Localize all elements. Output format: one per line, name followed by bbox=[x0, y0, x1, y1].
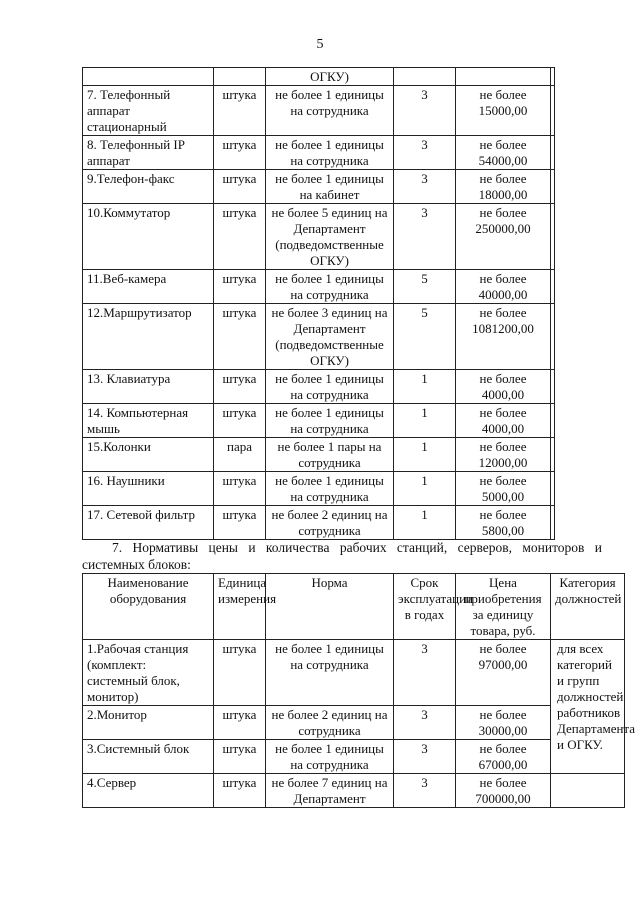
equipment-table-continued bbox=[82, 67, 555, 540]
name-cell: 8. Телефонный IP аппарат bbox=[83, 136, 214, 170]
extra-cell bbox=[551, 204, 555, 270]
workstation-table bbox=[82, 573, 636, 808]
norm-cell: не более 1 единицы на сотрудника bbox=[266, 136, 394, 170]
extra-cell bbox=[551, 304, 555, 370]
term-cell: 3 bbox=[394, 740, 456, 774]
unit-cell: штука bbox=[214, 86, 266, 136]
page-number: 5 bbox=[316, 37, 324, 52]
norm-cell: не более 1 единицы на сотрудника bbox=[266, 740, 394, 774]
name-cell: 4.Сервер bbox=[83, 774, 214, 808]
term-cell: 3 bbox=[394, 706, 456, 740]
price-cell: не более 250000,00 bbox=[456, 204, 551, 270]
extra-cell bbox=[551, 472, 555, 506]
term-cell: 3 bbox=[394, 136, 456, 170]
term-cell: 3 bbox=[394, 640, 456, 706]
unit-cell: штука bbox=[214, 370, 266, 404]
unit-cell: штука bbox=[214, 506, 266, 540]
extra-cell bbox=[551, 370, 555, 404]
term-cell: 3 bbox=[394, 170, 456, 204]
name-cell: 13. Клавиатура bbox=[83, 370, 214, 404]
table-row bbox=[83, 170, 555, 204]
norm-cell: не более 1 единицы на сотрудника bbox=[266, 404, 394, 438]
table-row bbox=[83, 86, 555, 136]
price-cell: не более 12000,00 bbox=[456, 438, 551, 472]
extra-cell bbox=[551, 136, 555, 170]
price-cell: не более 97000,00 bbox=[456, 640, 551, 706]
header-category: Категория должностей bbox=[551, 574, 625, 640]
unit-cell: штука bbox=[214, 304, 266, 370]
name-cell: 14. Компьютерная мышь bbox=[83, 404, 214, 438]
norm-cell: не более 1 единицы на сотрудника bbox=[266, 640, 394, 706]
header-norm: Норма bbox=[266, 574, 394, 640]
norm-cell: ОГКУ) bbox=[266, 68, 394, 86]
name-cell bbox=[83, 68, 214, 86]
unit-cell bbox=[214, 68, 266, 86]
term-cell: 3 bbox=[394, 774, 456, 808]
unit-cell: штука bbox=[214, 404, 266, 438]
price-cell: не более 54000,00 bbox=[456, 136, 551, 170]
extra-cell bbox=[551, 404, 555, 438]
name-cell: 2.Монитор bbox=[83, 706, 214, 740]
table-row bbox=[83, 304, 555, 370]
unit-cell: штука bbox=[214, 472, 266, 506]
price-cell: не более 5000,00 bbox=[456, 472, 551, 506]
term-cell: 5 bbox=[394, 270, 456, 304]
norm-cell: не более 5 единиц на Департамент (подведомственные ОГКУ) bbox=[266, 204, 394, 270]
norm-cell: не более 1 единицы на сотрудника bbox=[266, 370, 394, 404]
name-cell: 10.Коммутатор bbox=[83, 204, 214, 270]
category-cell bbox=[551, 774, 625, 808]
price-cell: не более 5800,00 bbox=[456, 506, 551, 540]
term-cell: 3 bbox=[394, 204, 456, 270]
header-price: Цена приобретения за единицу товара, руб. bbox=[456, 574, 551, 640]
table-row bbox=[83, 204, 555, 270]
table-row bbox=[83, 472, 555, 506]
name-cell: 3.Системный блок bbox=[83, 740, 214, 774]
extra-cell bbox=[551, 438, 555, 472]
unit-cell: штука bbox=[214, 204, 266, 270]
name-cell: 9.Телефон-факс bbox=[83, 170, 214, 204]
price-cell: не более 4000,00 bbox=[456, 370, 551, 404]
table-row bbox=[83, 270, 555, 304]
table-row bbox=[83, 68, 555, 86]
table-row bbox=[83, 740, 625, 774]
unit-cell: штука bbox=[214, 170, 266, 204]
name-cell: 7. Телефонный аппарат стационарный bbox=[83, 86, 214, 136]
term-cell: 1 bbox=[394, 404, 456, 438]
extra-cell bbox=[551, 270, 555, 304]
extra-cell bbox=[551, 86, 555, 136]
price-cell: не более 67000,00 bbox=[456, 740, 551, 774]
name-cell: 15.Колонки bbox=[83, 438, 214, 472]
norm-cell: не более 1 единицы на кабинет bbox=[266, 170, 394, 204]
term-cell: 3 bbox=[394, 86, 456, 136]
name-cell: 1.Рабочая станция (комплект: системный блок, монитор) bbox=[83, 640, 214, 706]
price-cell: не более 4000,00 bbox=[456, 404, 551, 438]
extra-cell bbox=[551, 506, 555, 540]
norm-cell: не более 2 единиц на сотрудника bbox=[266, 506, 394, 540]
unit-cell: штука bbox=[214, 774, 266, 808]
name-cell: 17. Сетевой фильтр bbox=[83, 506, 214, 540]
extra-cell bbox=[551, 68, 555, 86]
norm-cell: не более 3 единиц на Департамент (подведомственные ОГКУ) bbox=[266, 304, 394, 370]
norm-cell: не более 1 единицы на сотрудника bbox=[266, 86, 394, 136]
name-cell: 11.Веб-камера bbox=[83, 270, 214, 304]
price-cell: не более 40000,00 bbox=[456, 270, 551, 304]
term-cell: 1 bbox=[394, 370, 456, 404]
norm-cell: не более 7 единиц на Департамент bbox=[266, 774, 394, 808]
name-cell: 12.Маршрутизатор bbox=[83, 304, 214, 370]
unit-cell: штука bbox=[214, 640, 266, 706]
unit-cell: штука bbox=[214, 270, 266, 304]
table-row bbox=[83, 438, 555, 472]
section-7-heading: 7. Нормативы цены и количества рабочих станций, серверов, мониторов и системных блоков: bbox=[82, 540, 602, 572]
term-cell: 1 bbox=[394, 506, 456, 540]
price-cell: не более 30000,00 bbox=[456, 706, 551, 740]
header-term: Срок эксплуатации в годах bbox=[394, 574, 456, 640]
norm-cell: не более 2 единиц на сотрудника bbox=[266, 706, 394, 740]
norm-cell: не более 1 единицы на сотрудника bbox=[266, 472, 394, 506]
name-cell: 16. Наушники bbox=[83, 472, 214, 506]
header-name: Наименование оборудования bbox=[83, 574, 214, 640]
table-row bbox=[83, 404, 555, 438]
table-row bbox=[83, 774, 625, 808]
term-cell: 1 bbox=[394, 472, 456, 506]
extra-cell bbox=[551, 170, 555, 204]
category-cell: для всех категорий и групп должностей работников Департамента и ОГКУ. bbox=[551, 640, 625, 774]
table-row bbox=[83, 506, 555, 540]
price-cell: не более 18000,00 bbox=[456, 170, 551, 204]
table-header-row bbox=[83, 574, 625, 640]
unit-cell: штука bbox=[214, 136, 266, 170]
norm-cell: не более 1 единицы на сотрудника bbox=[266, 270, 394, 304]
price-cell bbox=[456, 68, 551, 86]
unit-cell: пара bbox=[214, 438, 266, 472]
table-row bbox=[83, 640, 625, 706]
table-row bbox=[83, 370, 555, 404]
term-cell: 1 bbox=[394, 438, 456, 472]
header-unit: Единица измерения bbox=[214, 574, 266, 640]
price-cell: не более 1081200,00 bbox=[456, 304, 551, 370]
term-cell: 5 bbox=[394, 304, 456, 370]
table-row bbox=[83, 136, 555, 170]
unit-cell: штука bbox=[214, 706, 266, 740]
norm-cell: не более 1 пары на сотрудника bbox=[266, 438, 394, 472]
term-cell bbox=[394, 68, 456, 86]
table-row bbox=[83, 706, 625, 740]
price-cell: не более 15000,00 bbox=[456, 86, 551, 136]
price-cell: не более 700000,00 bbox=[456, 774, 551, 808]
unit-cell: штука bbox=[214, 740, 266, 774]
